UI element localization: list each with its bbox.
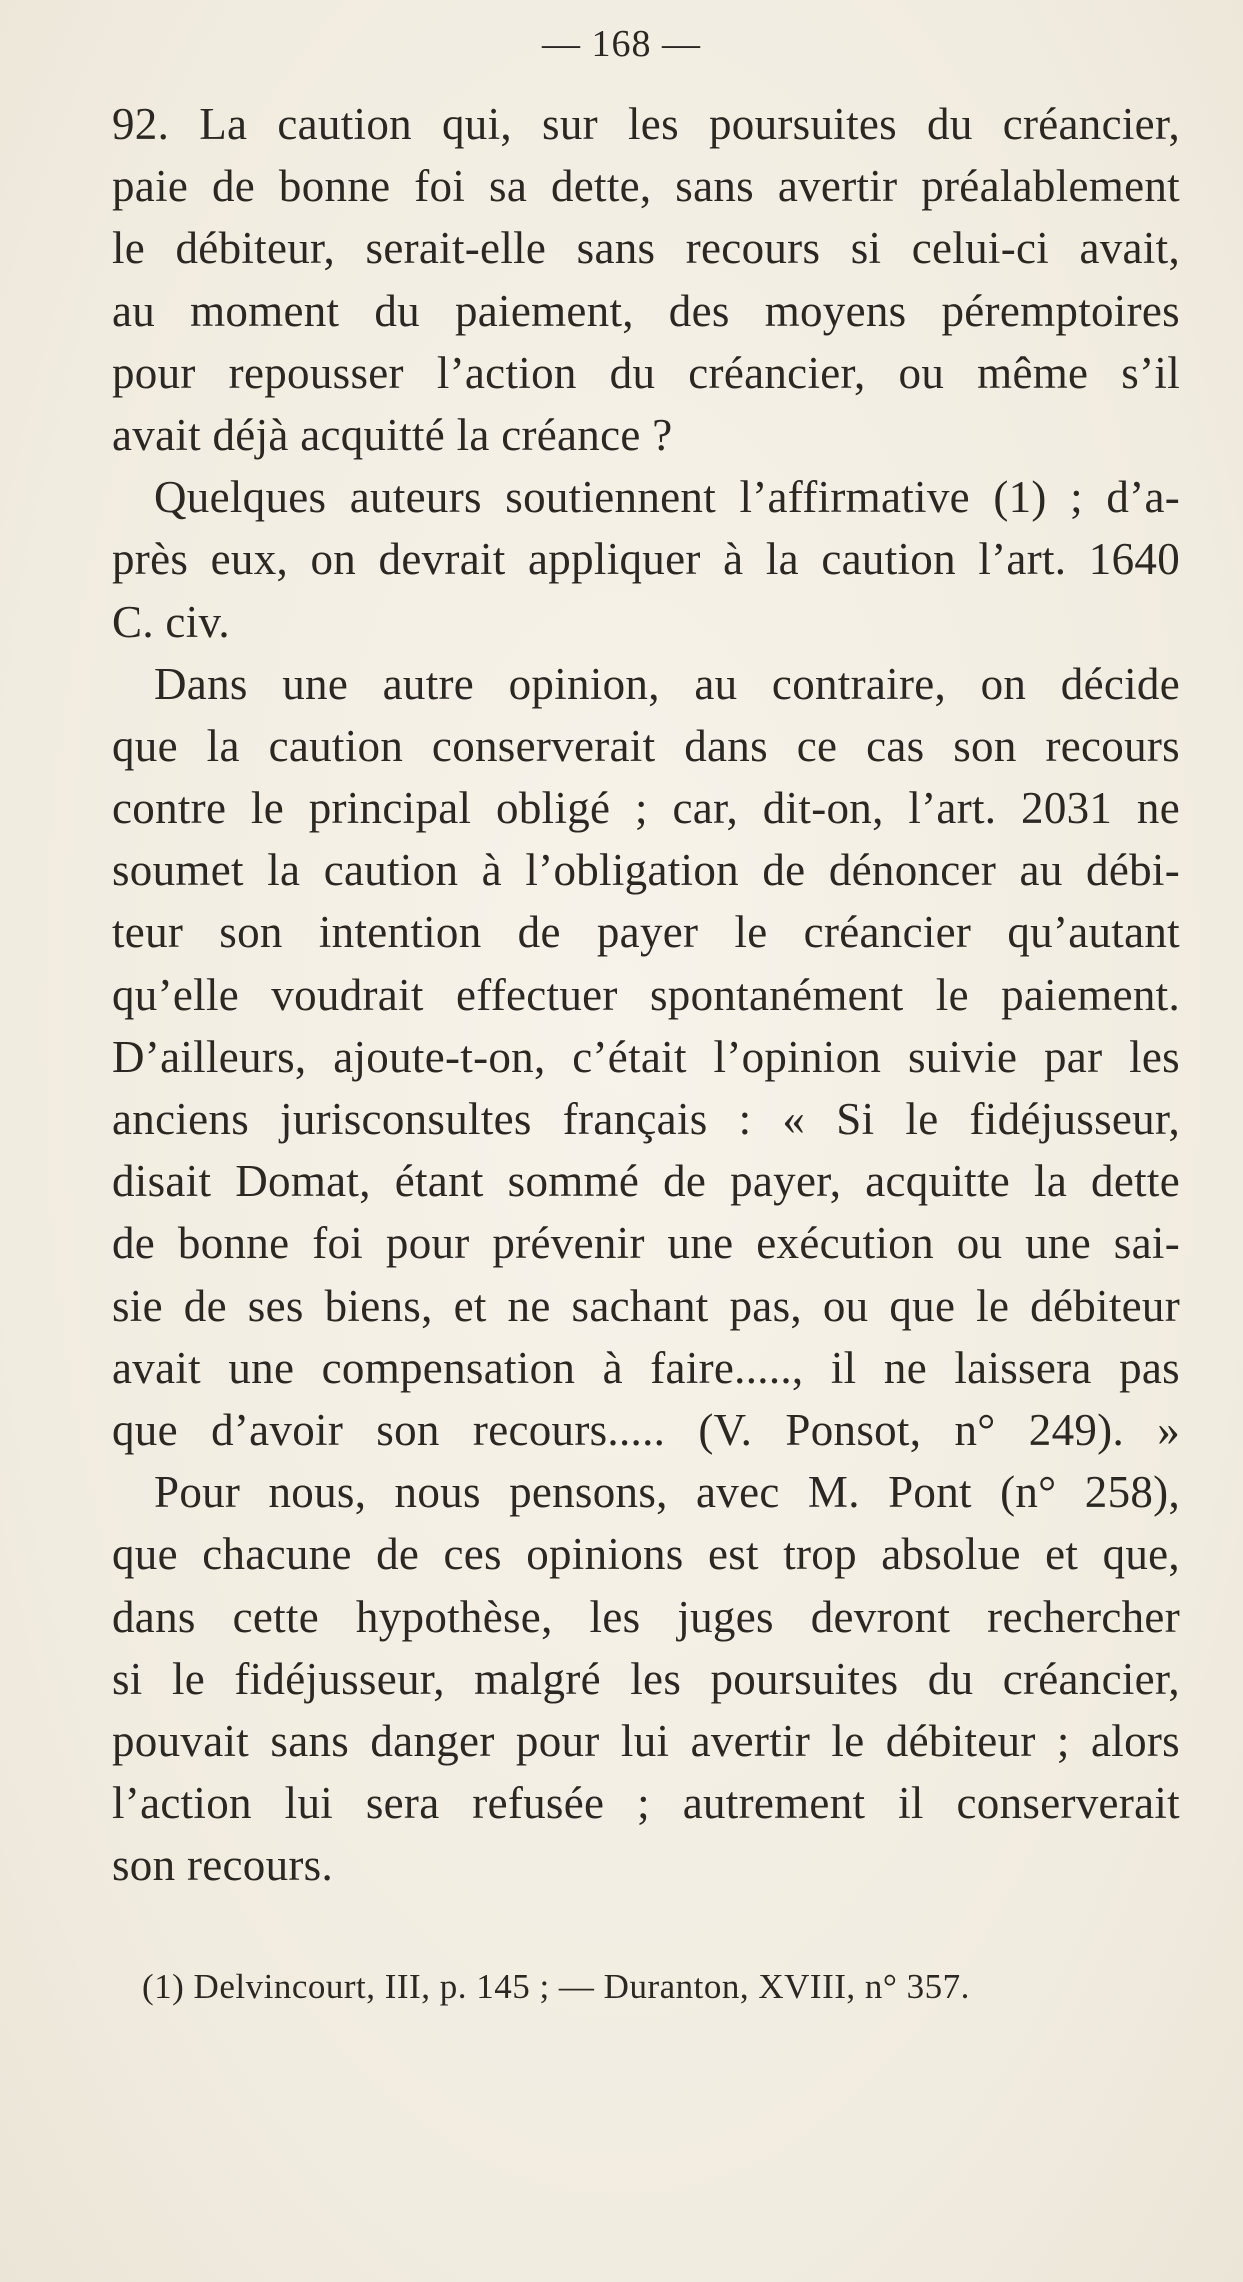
text-line: que chacune de ces opinions est trop absolue et que, (112, 1529, 1180, 1580)
text-line: Quelques auteurs soutiennent l’affirmative (1) ; d’a- (154, 472, 1180, 523)
text-line: que la caution conserverait dans ce cas son recours (112, 720, 1180, 771)
text-line: C. civ. (112, 596, 230, 647)
text-line: paie de bonne foi sa dette, sans avertir préalablement (112, 161, 1180, 212)
text-line: avait déjà acquitté la créance ? (112, 409, 673, 460)
text-line: anciens jurisconsultes français : « Si le fidéjusseur, (112, 1094, 1180, 1144)
text-line: Pour nous, nous pensons, avec M. Pont (n° 258), (154, 1467, 1180, 1518)
text-line: soumet la caution à l’obligation de dénoncer au débi- (112, 845, 1180, 896)
body-text (112, 93, 1180, 1896)
text-line: 92. La caution qui, sur les poursuites du créancier, (112, 99, 1180, 149)
text-line: pour repousser l’action du créancier, ou même s’il (112, 347, 1180, 398)
text-line: près eux, on devrait appliquer à la caution l’art. 1640 (112, 534, 1180, 585)
text-line: qu’elle voudrait effectuer spontanément le paiement. (112, 969, 1180, 1020)
text-line: disait Domat, étant sommé de payer, acquitte la dette (112, 1156, 1180, 1207)
text-line: au moment du paiement, des moyens péremptoires (112, 285, 1180, 336)
text-line: D’ailleurs, ajoute-t-on, c’était l’opinion suivie par les (112, 1031, 1180, 1082)
text-line: le débiteur, serait-elle sans recours si celui-ci avait, (112, 223, 1180, 274)
page-number: — 168 — (542, 23, 701, 65)
text-line: que d’avoir son recours..... (V. Ponsot, n° 249). » (112, 1404, 1180, 1455)
text-line: si le fidéjusseur, malgré les poursuites du créancier, (112, 1653, 1180, 1704)
text-line: son recours. (112, 1840, 334, 1891)
text-line: l’action lui sera refusée ; autrement il conserverait (112, 1778, 1180, 1829)
text-line: sie de ses biens, et ne sachant pas, ou que le débiteur (112, 1280, 1180, 1331)
text-line: avait une compensation à faire....., il ne laissera pas (112, 1342, 1180, 1393)
text-line: teur son intention de payer le créancier qu’autant (112, 907, 1180, 958)
text-line: contre le principal obligé ; car, dit-on, l’art. 2031 ne (112, 783, 1180, 834)
text-line: Dans une autre opinion, au contraire, on décide (154, 658, 1180, 709)
text-line: pouvait sans danger pour lui avertir le débiteur ; alors (112, 1715, 1180, 1766)
text-line: de bonne foi pour prévenir une exécution ou une sai- (112, 1218, 1180, 1269)
footnote: (1) Delvincourt, III, p. 145 ; — Duranton, XVIII, n° 357. (142, 1967, 970, 2006)
text-line: dans cette hypothèse, les juges devront rechercher (112, 1591, 1180, 1642)
